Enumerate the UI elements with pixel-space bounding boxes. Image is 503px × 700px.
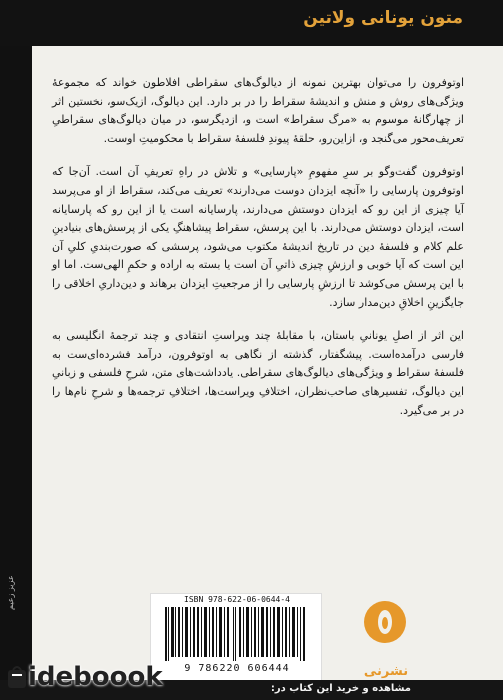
side-strip-text: عزیز زعیم — [6, 575, 15, 610]
blurb-text — [52, 74, 464, 435]
publisher-logo-icon — [363, 596, 407, 666]
buy-line: مشاهده و خرید این کتاب در: — [270, 683, 411, 694]
blurb-paragraph-3: این اثر از اصلِ یونانیِ باستان، با مقابلهٔ چند ویراستِ انتقادی و چند ترجمهٔ انگلیسی به فارسی درآمده‌است. پیشگفتار، گذشته از نگاهی به اوتوفرون، درآمد فشرده‌ای‌ست به فلسفهٔ سقراط و ویژگی‌های دیالوگ‌های سقراطی. یادداشت‌های متن، شرحِ فلسفی و زبانیِ این دیالوگ، تفسیرهای صاحب‌نظران، اختلافِ ویراست‌ها، اختلافِ ترجمه‌ها و شرحِ نام‌ها را در بر می‌گیرد. — [52, 329, 464, 417]
blurb-paragraph-1: اوتوفرون را می‌توان بهترین نمونه از دیالوگ‌های سقراطی افلاطون خواند که مجموعهٔ ویژگی‌های روش و منش و اندیشهٔ سقراط را در بر دارد. این دیالوگ، ازیک‌سو، نخستین اثر از چهارگانهٔ موسوم به «مرگ سقراط» است و، ازدیگرسو، در میان دیالوگ‌های سقراطیِ تعریف‌محور می‌گنجد و، ازاین‌رو، حلقهٔ پیوندِ فلسفهٔ سقراط با محکومیتِ اوست. — [52, 76, 464, 145]
barcode — [150, 593, 322, 681]
barcode-bars-icon — [165, 607, 305, 661]
publisher-name: نشرنی — [363, 664, 409, 679]
series-title: متون یونانی ولاتین — [303, 8, 463, 28]
top-band — [0, 0, 503, 46]
isbn-label: ISBN 978-622-06-0644-4 — [184, 595, 290, 604]
cart-icon — [6, 664, 28, 690]
blurb-paragraph-2: اوتوفرون گفت‌وگو بر سرِ مفهومِ «پارسایی» و تلاش در راهِ تعریفِ آن است. آن‌جا که اوتوفرون پارسایی را «آنچه ایزدان دوست می‌دارند» تعریف می‌کند، سقراط از او می‌پرسد آیا چیزی از این رو که ایزدان دوستش می‌دارند، پارسایانه است یا از این رو که پارسایانه است، ایزدان دوستش می‌دارند. با این پرسش، سقراط پیشاهنگِ یکی از پرسش‌های بنیادینِ علم کلام و فلسفهٔ دین در تاریخ اندیشهٔ مکتوب می‌شود، پرسشی که صورت‌بندیِ کلیِ آن این است که آیا خوبی و ارزشِ چیزی ذاتیِ آن است یا بسته به اراده و حکمِ الهی‌ست. اما او با این پرسش می‌کوشد تا ارزشِ پارسایی را از مرجعیتِ ایزدان برهاند و دین‌داریِ اخلاقی را جایگزینِ اخلاقِ دین‌مدار سازد. — [52, 165, 464, 309]
watermark-logo: ideboook — [28, 662, 163, 692]
barcode-digits: 9 786220 606444 — [184, 663, 290, 674]
